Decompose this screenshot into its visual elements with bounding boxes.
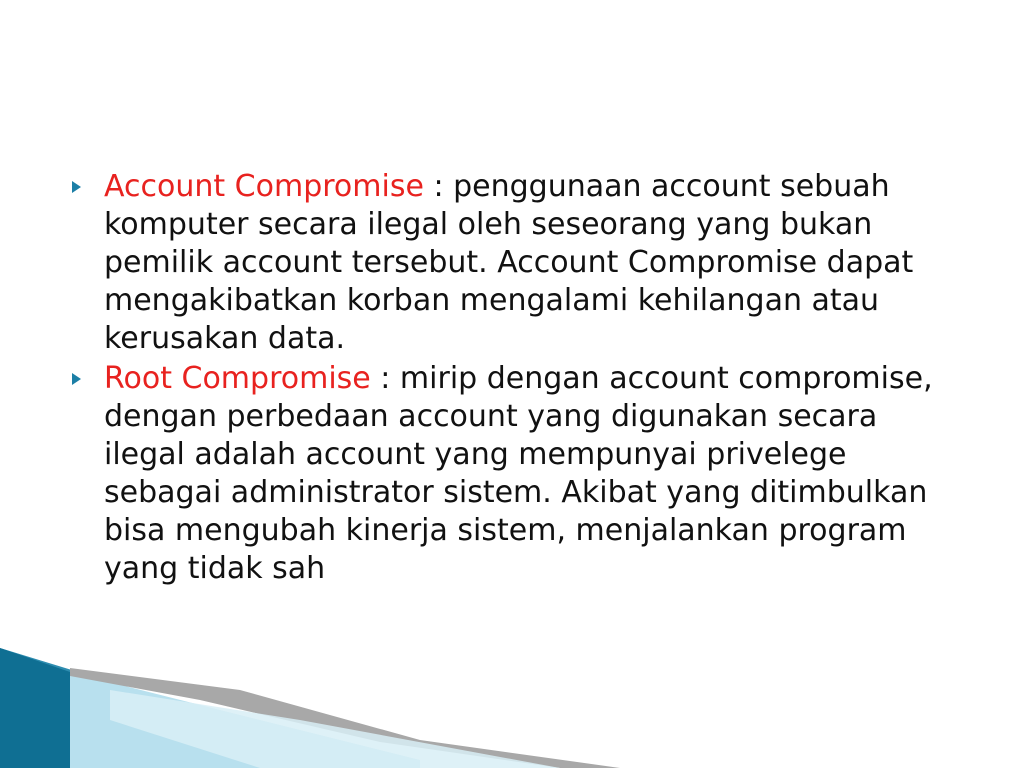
decor-teal-band: [0, 648, 400, 768]
bullet-term: Root Compromise: [104, 361, 371, 396]
decor-gray-band: [70, 668, 620, 768]
triangle-right-icon: [72, 181, 81, 193]
slide-body: [72, 168, 952, 590]
bullet-text: : mirip dengan account compromise, dengan perbedaan account yang digunakan secara ilegal adalah account yang mempunyai privelege sebagai administrator sistem. Akibat yang ditimbulkan bisa mengubah kinerja sistem, menjalankan program yang tidak sah: [104, 361, 933, 586]
bullet-term: Account Compromise: [104, 169, 424, 204]
bullet-list: [72, 168, 952, 588]
bullet-item-root-compromise: [72, 360, 952, 588]
bullet-text: : penggunaan account sebuah komputer secara ilegal oleh seseorang yang bukan pemilik account tersebut. Account Compromise dapat mengakibatkan korban mengalami kehilangan atau kerusakan data.: [104, 169, 914, 356]
decor-dark-stripe: [0, 648, 70, 768]
decor-light-band: [70, 672, 420, 768]
decor-pale-band: [110, 690, 560, 768]
bullet-item-account-compromise: [72, 168, 952, 358]
triangle-right-icon: [72, 373, 81, 385]
